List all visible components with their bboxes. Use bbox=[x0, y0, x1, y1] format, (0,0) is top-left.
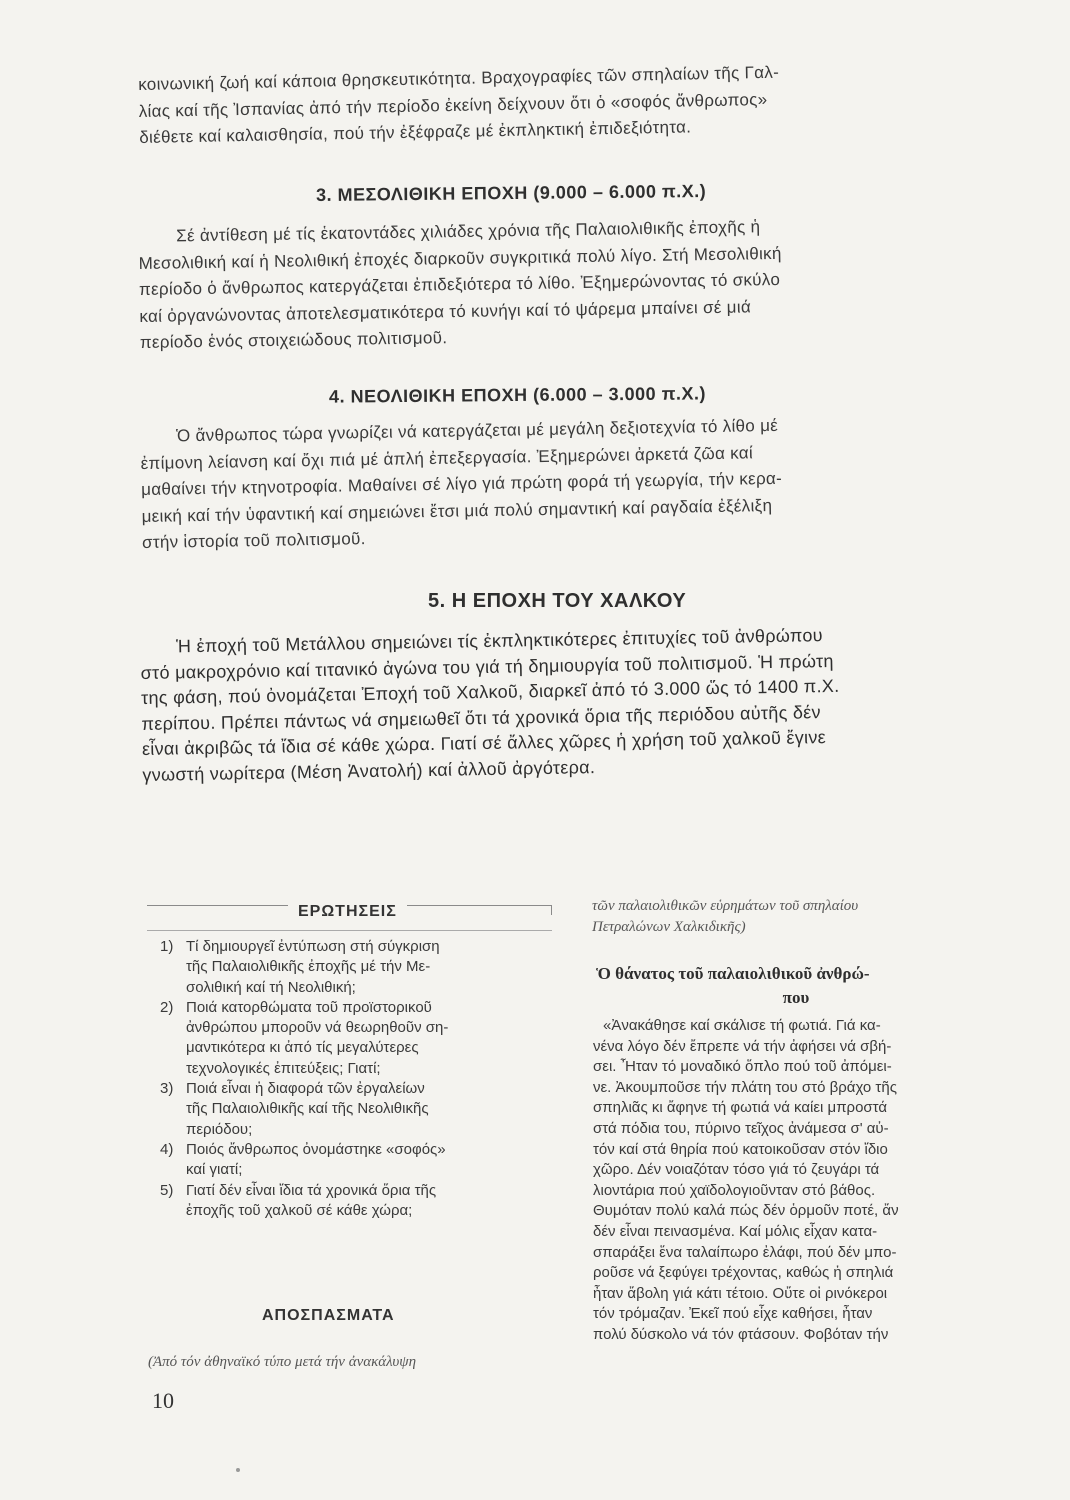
text-line: καί ὀργανώνοντας ἀποτελεσματικότερα τό κυνήγι καί τό ψάρεμα μπαίνει σέ μιά bbox=[139, 296, 752, 326]
excerpt-body bbox=[593, 1016, 1013, 1346]
question-item bbox=[160, 1079, 550, 1140]
text-line: ροῦσε νά ξεφύγει τρέχοντας, καθώς ἡ σπηλιά bbox=[593, 1264, 894, 1282]
intro-paragraph bbox=[138, 55, 999, 151]
text-line: τῶν παλαιολιθικῶν εὑρημάτων τοῦ σπηλαίου bbox=[592, 898, 859, 914]
questions-list bbox=[160, 937, 550, 1221]
excerpts-title: ΑΠΟΣΠΑΣΜΑΤΑ bbox=[262, 1307, 395, 1324]
question-number: 3) bbox=[160, 1080, 174, 1098]
excerpt-caption-left: (Ἀπό τόν ἀθηναϊκό τύπο μετά τήν ἀνακάλυψη bbox=[148, 1354, 417, 1370]
question-item bbox=[160, 998, 550, 1079]
question-number: 1) bbox=[160, 938, 174, 955]
section-4-heading: 4. ΝΕΟΛΙΘΙΚΗ ΕΠΟΧΗ (6.000 – 3.000 π.Χ.) bbox=[328, 383, 707, 407]
questions-box-corner bbox=[551, 905, 552, 915]
text-line: πολύ δύσκολο νά τόν φτάσουν. Φοβόταν τήν bbox=[593, 1325, 889, 1343]
text-line: ἦταν ἄβολη γιά κάτι τέτοιο. Οὔτε οἱ ρινόκεροι bbox=[593, 1284, 888, 1302]
text-line: σπαράξει ἕνα ταλαίπωρο ἐλάφι, πού δέν μπο- bbox=[593, 1243, 897, 1261]
text-line: «Ἀνακάθησε καί σκάλισε τή φωτιά. Γιά κα- bbox=[603, 1017, 881, 1034]
excerpt-heading bbox=[596, 962, 1016, 1010]
text-line: Ποιά εἶναι ἡ διαφορά τῶν ἐργαλείων bbox=[186, 1080, 425, 1098]
text-line: λίας καί τῆς Ἰσπανίας ἀπό τήν περίοδο ἐκείνη δείχνουν ὅτι ὁ «σοφός ἄνθρωπος» bbox=[138, 89, 768, 121]
text-line: τόν καί στά θηρία πού κατοικοῦσαν στόν ἴδιο bbox=[593, 1140, 888, 1158]
question-number: 4) bbox=[160, 1140, 174, 1158]
text-line: περίπου. Πρέπει πάντως νά σημειωθεῖ ὅτι τά χρονικά ὅρια τῆς περιόδου αὐτῆς δέν bbox=[141, 701, 821, 734]
text-line: τόν τρόμαζαν. Ἐκεῖ πού εἶχε καθήσει, ἦταν bbox=[593, 1305, 873, 1323]
text-line: στά πόδια του, πύρινο τεῖχος ἀνάμεσα σ' αὐ- bbox=[593, 1119, 889, 1137]
section-4-paragraph bbox=[140, 409, 1002, 556]
text-line: χῶρο. Δέν νοιαζόταν τόσο γιά τό ζευγάρι τά bbox=[593, 1161, 880, 1179]
text-line: Ὁ ἄνθρωπος τώρα γνωρίζει νά κατεργάζεται μέ μεγάλη δεξιοτεχνία τό λίθο μέ bbox=[176, 415, 779, 446]
text-line: ἐπίμονη λείανση καί ὄχι πιά μέ ἁπλή ἐπεξεργασία. Ἐξημερώνει ἀρκετά ζῶα καί bbox=[140, 442, 754, 473]
text-line: στήν ἱστορία τοῦ πολιτισμοῦ. bbox=[141, 529, 366, 552]
text-line: σει. Ἦταν τό μοναδικό ὅπλο πού τοῦ ἀπόμει- bbox=[593, 1058, 892, 1076]
text-line: περίοδο ὁ ἄνθρωπος κατεργάζεται ἐπιδεξιότερα τό λίθο. Ἐξημερώνοντας τό σκύλο bbox=[138, 269, 781, 299]
text-line: μεική καί τήν ὑφαντική καί σημειώνει ἔτσι μιά πολύ σημαντική καί ραγδαία ἐξέλιξη bbox=[141, 495, 773, 526]
text-line: μαντικότερα κι ἀπό τίς μεγαλύτερες bbox=[186, 1039, 419, 1057]
text-line: δέν εἶναι πεινασμένα. Καί μόλις εἶχαν κατα- bbox=[593, 1222, 878, 1240]
text-line: νένα λόγο δέν ἔπρεπε νά τήν ἀφήσει νά σβή- bbox=[593, 1037, 892, 1055]
questions-title: ΕΡΩΤΗΣΕΙΣ bbox=[288, 903, 407, 921]
text-line: μαθαίνει τήν κτηνοτροφία. Μαθαίνει σέ λίγο γιά πρώτη φορά τή γεωργία, τήν κερα- bbox=[140, 468, 783, 499]
text-line: εἶναι ἀκριβῶς τά ἴδια σέ κάθε χώρα. Γιατί σέ ἄλλες χῶρες ἡ χρήση τοῦ χαλκοῦ ἔγινε bbox=[141, 727, 827, 759]
text-line: ἀνθρώπου μποροῦν νά θεωρηθοῦν ση- bbox=[186, 1019, 449, 1037]
text-line: σολιθική καί τή Νεολιθική; bbox=[186, 978, 356, 996]
text-line: Μεσολιθική καί ἡ Νεολιθική ἐποχές διαρκοῦν συγκριτικά πολύ λίγο. Στή Μεσολιθική bbox=[138, 243, 782, 273]
text-line: Πετραλώνων Χαλκιδικῆς) bbox=[592, 919, 746, 935]
question-text bbox=[186, 937, 440, 998]
question-text bbox=[186, 1140, 446, 1181]
text-line: λιοντάρια πού χαϊδολογιοῦνταν στό βάθος. bbox=[593, 1181, 876, 1199]
text-line: τεχνολογικές ἐπιτεύξεις; Γιατί; bbox=[186, 1059, 381, 1077]
section-5-heading: 5. Η ΕΠΟΧΗ ΤΟΥ ΧΑΛΚΟΥ bbox=[428, 590, 687, 612]
text-line: τῆς Παλαιολιθικῆς καί τῆς Νεολιθικῆς bbox=[186, 1100, 429, 1118]
text-line: τῆς Παλαιολιθικῆς ἐποχῆς μέ τήν Με- bbox=[186, 958, 431, 976]
text-line: Ἡ ἐποχή τοῦ Μετάλλου σημειώνει τίς ἐκπληκτικότερες ἐπιτυχίες τοῦ ἀνθρώπου bbox=[176, 625, 823, 657]
question-item bbox=[160, 1140, 550, 1181]
text-line: διέθετε καί καλαισθησία, πού τήν ἐξέφραζε μέ ἐκπληκτική ἐπιδεξιότητα. bbox=[139, 117, 692, 147]
text-line: ἐποχῆς τοῦ χαλκοῦ σέ κάθε χώρα; bbox=[186, 1201, 413, 1219]
question-item bbox=[160, 937, 550, 998]
text-line: γνωστή νωρίτερα (Μέση Ἀνατολή) καί ἀλλοῦ ἀργότερα. bbox=[142, 756, 596, 785]
text-line: που bbox=[782, 988, 810, 1007]
text-line: Τί δημιουργεῖ ἐντύπωση στή σύγκριση bbox=[186, 938, 440, 955]
question-text bbox=[186, 998, 448, 1079]
question-text bbox=[186, 1079, 429, 1140]
question-text bbox=[186, 1181, 436, 1222]
text-line: νε. Ἀκουμποῦσε τήν πλάτη του στό βράχο τῆς bbox=[593, 1078, 897, 1096]
text-line: της φάση, πού ὀνομάζεται Ἐποχή τοῦ Χαλκοῦ, διαρκεῖ ἀπό τό 3.000 ὥς τό 1400 π.Χ. bbox=[140, 675, 840, 708]
text-line: στό μακροχρόνιο καί τιτανικό ἀγώνα του γιά τή δημιουργία τοῦ πολιτισμοῦ. Ἡ πρώτη bbox=[140, 650, 834, 683]
text-line: περιόδου; bbox=[186, 1120, 253, 1138]
text-line: Ποιός ἄνθρωπος ὀνομάστηκε «σοφός» bbox=[186, 1140, 446, 1158]
text-line: Ποιά κατορθώματα τοῦ προϊστορικοῦ bbox=[186, 998, 432, 1016]
text-line: κοινωνική ζωή καί κάποια θρησκευτικότητα. Βραχογραφίες τῶν σπηλαίων τῆς Γαλ- bbox=[138, 62, 780, 94]
section-3-heading: 3. ΜΕΣΟΛΙΘΙΚΗ ΕΠΟΧΗ (9.000 – 6.000 π.Χ.) bbox=[315, 180, 707, 206]
excerpt-caption-right bbox=[592, 896, 858, 938]
text-line: Σέ ἀντίθεση μέ τίς ἑκατοντάδες χιλιάδες χρόνια τῆς Παλαιολιθικῆς ἐποχῆς ἡ bbox=[176, 217, 761, 246]
page-number: 10 bbox=[152, 1388, 174, 1413]
section-3-paragraph bbox=[138, 210, 1000, 356]
scan-speck bbox=[236, 1468, 240, 1472]
section-5-paragraph bbox=[140, 620, 1003, 788]
question-number: 5) bbox=[160, 1181, 174, 1199]
text-line: σπηλιᾶς κι ἄφηνε τή φωτιά νά καίει μπροστά bbox=[593, 1099, 888, 1117]
question-number: 2) bbox=[160, 998, 174, 1016]
text-line: καί γιατί; bbox=[186, 1161, 243, 1179]
text-line: Θυμόταν πολύ καλά πώς δέν ὁρμοῦν ποτέ, ἄν bbox=[593, 1202, 899, 1220]
text-line: Γιατί δέν εἶναι ἴδια τά χρονικά ὅρια τῆς bbox=[186, 1181, 437, 1199]
text-line: Ὁ θάνατος τοῦ παλαιολιθικοῦ ἀνθρώ- bbox=[596, 964, 870, 983]
question-item bbox=[160, 1181, 550, 1222]
questions-box-inner-rule bbox=[147, 930, 552, 931]
text-line: περίοδο ἑνός στοιχειώδους πολιτισμοῦ. bbox=[139, 328, 448, 352]
